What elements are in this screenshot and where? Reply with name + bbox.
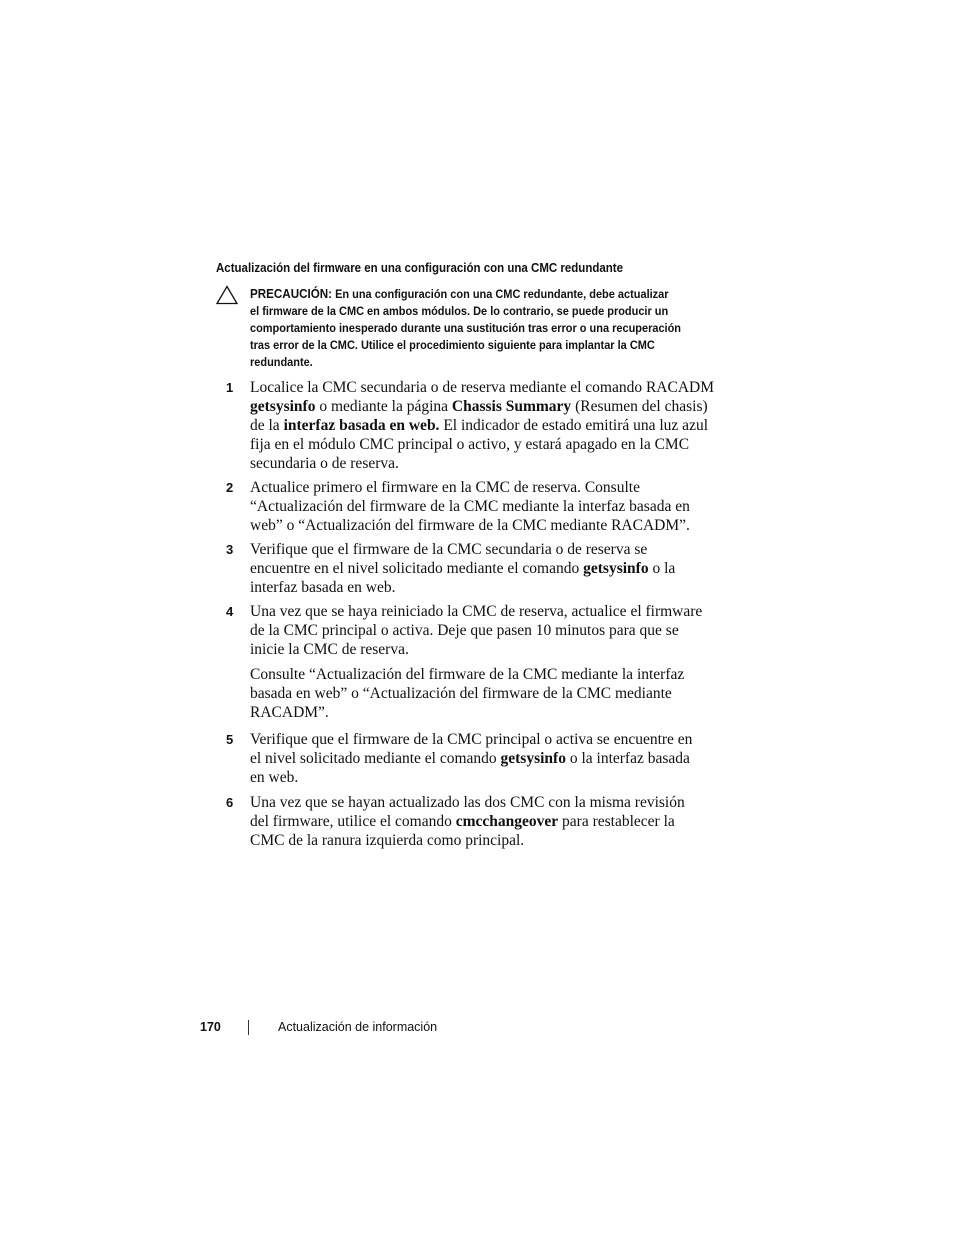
step-number: 5 [226,732,234,747]
step-text [250,730,730,787]
step-text-fragment: o la interfaz basada [565,750,690,767]
step-text-fragment: (Resumen del chasis) [571,398,708,415]
step-line: basada en web” o “Actualización del firmware de la CMC mediante [250,685,672,702]
step-line: RACADM”. [250,704,329,721]
command-getsysinfo: getsysinfo [500,750,566,767]
step-line: web” o “Actualización del firmware de la CMC mediante RACADM”. [250,517,690,534]
step-line: en web. [250,769,299,786]
page-footer [0,1018,954,1038]
step-text-fragment: del firmware, utilice el comando [250,813,456,830]
step-text [250,793,730,850]
command-cmcchangeover: cmcchangeover [455,813,559,830]
caution-triangle-icon [216,285,238,305]
step-line: Una vez que se haya reiniciado la CMC de reserva, actualice el firmware [250,603,703,620]
step-number: 4 [226,604,234,619]
caution-line: En una configuración con una CMC redundante, debe actualizar [335,287,669,301]
step-text [250,378,730,473]
caution-text [250,286,750,371]
command-getsysinfo: getsysinfo [250,398,316,415]
step-line: “Actualización del firmware de la CMC mediante la interfaz basada en [250,498,690,515]
footer-divider [248,1020,249,1035]
step-text-fragment: o mediante la página [315,398,452,415]
step-text-fragment: el nivel solicitado mediante el comando [250,750,501,767]
step-line: Actualice primero el firmware en la CMC de reserva. Consulte [250,479,640,496]
caution-line: el firmware de la CMC en ambos módulos. De lo contrario, se puede producir un [250,304,669,318]
step-line: Consulte “Actualización del firmware de la CMC mediante la interfaz [250,666,685,683]
web-interface-ref: interfaz basada en web. [283,417,440,434]
step-text-fragment: encuentre en el nivel solicitado mediante el comando [250,560,584,577]
step-number: 2 [226,480,234,495]
step-line: Verifique que el firmware de la CMC secundaria o de reserva se [250,541,648,558]
command-getsysinfo: getsysinfo [583,560,649,577]
section-title: Actualización del firmware en una configuración con una CMC redundante [216,261,624,275]
step-number: 6 [226,795,234,810]
caution-line: tras error de la CMC. Utilice el procedimiento siguiente para implantar la CMC [250,338,655,352]
step-text [250,540,730,597]
step-text-fragment: o la [648,560,676,577]
step-line: Verifique que el firmware de la CMC principal o activa se encuentre en [250,731,693,748]
step-line: Una vez que se hayan actualizado las dos CMC con la misma revisión [250,794,685,811]
step-line: secundaria o de reserva. [250,455,399,472]
page-number: 170 [200,1020,221,1034]
step-line: de la CMC principal o activa. Deje que pasen 10 minutos para que se [250,622,679,639]
step-number: 3 [226,542,234,557]
step-line: CMC de la ranura izquierda como principal. [250,832,525,849]
step-text-fragment: de la [250,417,284,434]
step-line: Localice la CMC secundaria o de reserva mediante el comando RACADM [250,379,714,396]
step-line: fija en el módulo CMC principal o activo, y estará apagado en la CMC [250,436,690,453]
caution-label: PRECAUCIÓN: [250,287,333,301]
step-text [250,478,730,535]
step-text [250,602,730,722]
caution-line: redundante. [250,355,313,369]
step-line: inicie la CMC de reserva. [250,641,409,658]
step-text-fragment: para restablecer la [558,813,675,830]
chapter-title: Actualización de información [278,1020,438,1034]
caution-line: comportamiento inesperado durante una sustitución tras error o una recuperación [250,321,682,335]
step-text-fragment: El indicador de estado emitirá una luz azul [439,417,709,434]
chassis-summary-ref: Chassis Summary [451,398,572,415]
step-number: 1 [226,380,234,395]
step-line: interfaz basada en web. [250,579,396,596]
